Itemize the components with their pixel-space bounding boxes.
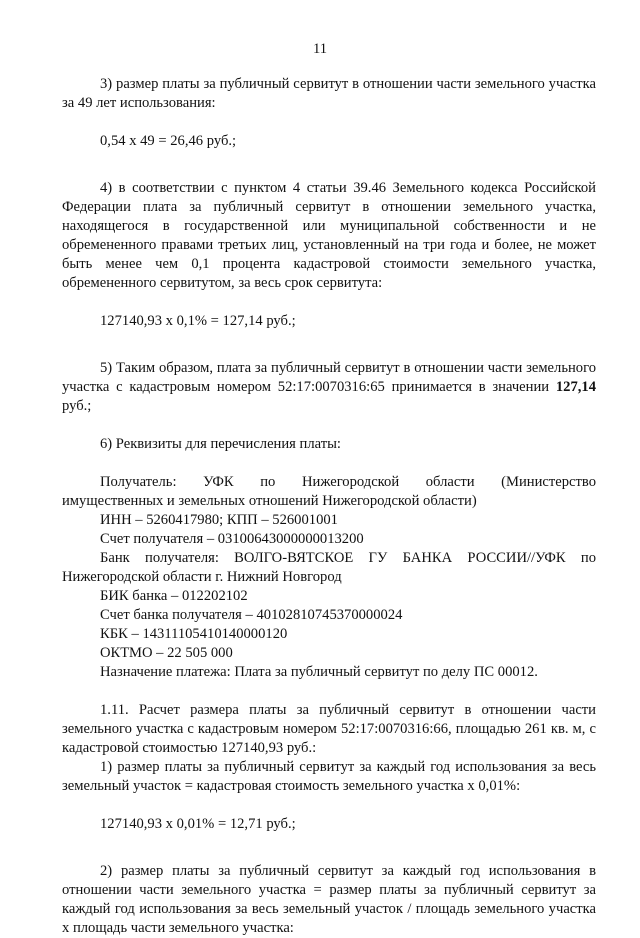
bank-line-1: Банк получателя: ВОЛГО-ВЯТСКОЕ ГУ БАНКА РОССИИ//УФК по: [100, 550, 596, 566]
inn-kpp: ИНН – 5260417980; КПП – 526001001: [100, 512, 338, 528]
payment-purpose: Назначение платежа: Плата за публичный сервитут по делу ПС 00012.: [100, 664, 538, 680]
document-body: [62, 75, 596, 938]
calculation-1: 0,54 х 49 = 26,46 руб.;: [100, 133, 237, 149]
recipient-line-1: Получатель: УФК по Нижегородской области (Министерство: [100, 474, 596, 490]
paragraph-sub-2: 2) размер платы за публичный сервитут за каждый год использования в отношении части земельного участка = размер платы за публичный сервитут за каждый год использования за весь земельный участок / площадь земельного участка х площадь части земельного участка:: [62, 863, 596, 936]
fee-value: 127,14: [555, 379, 596, 395]
paragraph-1-11: 1.11. Расчет размера платы за публичный сервитут в отношении части земельного участка с кадастровым номером 52:17:0070316:66, площадью 261 кв. м, с кадастровой стоимостью 127140,93 руб.:: [62, 702, 596, 756]
kbk: КБК – 14311105410140000120: [100, 626, 288, 642]
paragraph-item-5: [62, 359, 596, 416]
paragraph-sub-1: 1) размер платы за публичный сервитут за каждый год использования за весь земельный участок = кадастровая стоимость земельного участка х 0,01%:: [62, 759, 596, 794]
calculation-3: 127140,93 х 0,01% = 12,71 руб.;: [100, 816, 296, 832]
paragraph-item-5-text: 5) Таким образом, плата за публичный сервитут в отношении части земельного участка с кадастровым номером 52:17:0070316:65 принимается в значении: [62, 360, 596, 395]
page-number: 11: [312, 41, 328, 57]
payment-requisites: [62, 473, 596, 682]
bank-line-2: Нижегородской области г. Нижний Новгород: [62, 569, 342, 585]
fee-unit: руб.;: [62, 398, 92, 414]
paragraph-item-6: 6) Реквизиты для перечисления платы:: [100, 436, 341, 452]
recipient-line-2: имущественных и земельных отношений Нижегородской области): [62, 493, 477, 509]
oktmo: ОКТМО – 22 505 000: [100, 645, 233, 661]
bank-account: Счет банка получателя – 40102810745370000024: [100, 607, 403, 623]
paragraph-item-3: 3) размер платы за публичный сервитут в отношении части земельного участка за 49 лет использования:: [62, 76, 596, 111]
recipient-account: Счет получателя – 03100643000000013200: [100, 531, 364, 547]
paragraph-item-4: 4) в соответствии с пунктом 4 статьи 39.46 Земельного кодекса Российской Федерации плата за публичный сервитут в отношении земельного участка, находящегося в государственной или муниципальной собственности и не обремененного правами третьих лиц, установленный на три года и более, не может быть менее чем 0,1 процента кадастровой стоимости земельного участка, обремененного сервитутом, за весь срок сервитута:: [62, 180, 596, 291]
bik: БИК банка – 012202102: [100, 588, 248, 604]
calculation-2: 127140,93 х 0,1% = 127,14 руб.;: [100, 313, 296, 329]
